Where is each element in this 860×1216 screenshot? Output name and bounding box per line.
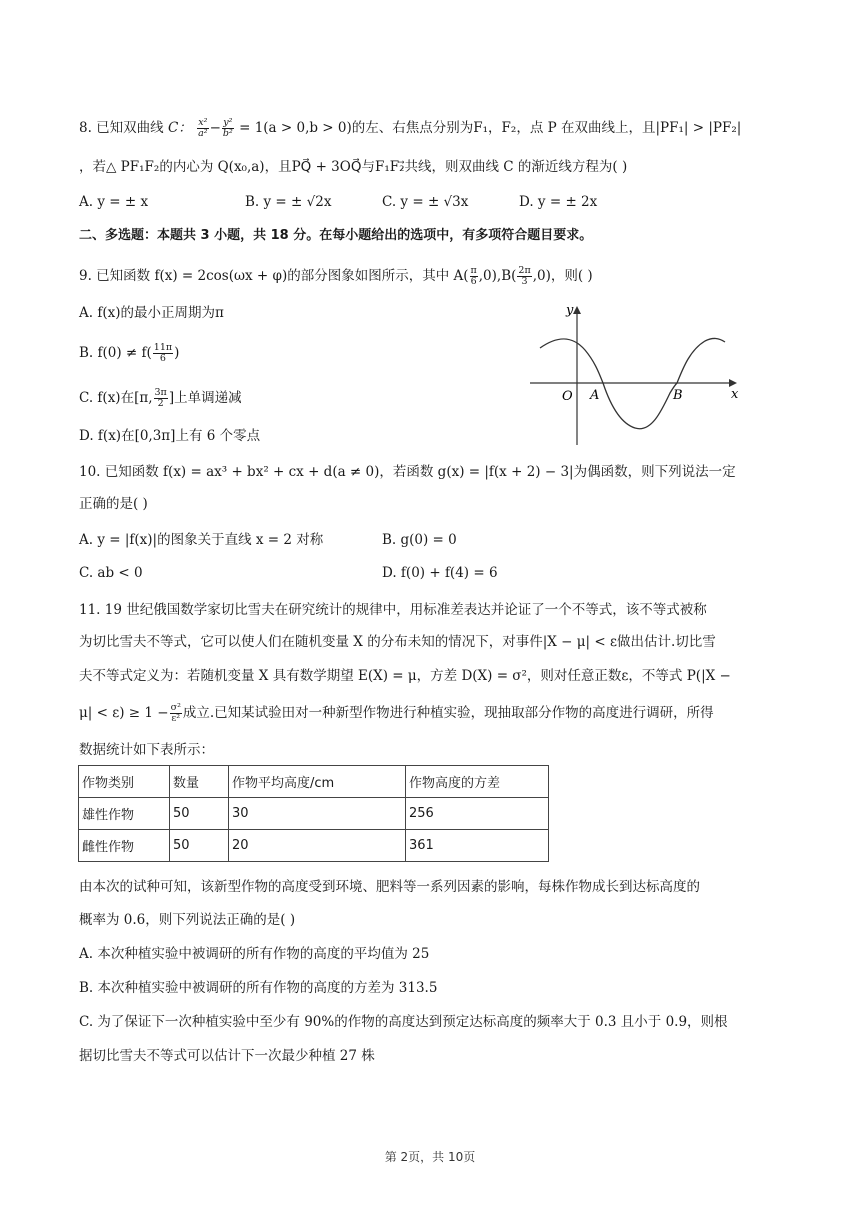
q10-option-c: C. ab < 0 xyxy=(79,565,143,581)
function-curve xyxy=(540,338,725,428)
q10-stem-line1: 10. 已知函数 f(x) = ax³ + bx² + cx + d(a ≠ 0)，若函数 g(x) = |f(x + 2) − 3|为偶函数，则下列说法一定 xyxy=(79,464,736,480)
point-b-label: B xyxy=(673,388,683,403)
fraction-y2-b2: $\frac{\text{y²}}{\text{b²}}$ xyxy=(222,117,233,139)
q11-stem-line2: 为切比雪夫不等式，它可以使人们在随机变量 X 的分布未知的情况下，对事件|X − μ| < ε做出估计.切比雪 xyxy=(79,634,716,650)
q9-option-c: C. f(x)在[π, $\frac{3\pi}{2}$ ]上单调递减 xyxy=(79,387,242,409)
x-axis-arrow-icon xyxy=(729,379,737,387)
q11-stem-line3: 夫不等式定义为：若随机变量 X 具有数学期望 E(X) = μ，方差 D(X) = σ²，则对任意正数ε，不等式 P(|X − xyxy=(79,668,731,684)
fraction-x2-a2: $\frac{\text{x²}}{\text{a²}}$ xyxy=(198,117,208,139)
table-cell: 雄性作物 xyxy=(79,798,170,830)
q10-stem-line2: 正确的是( ) xyxy=(79,496,148,512)
origin-label: O xyxy=(562,389,573,404)
q8-option-c: C. y = ± √3x xyxy=(382,194,469,210)
table-row xyxy=(79,830,549,862)
table-header-cell: 作物平均高度/cm xyxy=(229,766,406,798)
q11-stem-line1: 11. 19 世纪俄国数学家切比雪夫在研究统计的规律中，用标准差表达并论证了一个不等式，该不等式被称 xyxy=(79,602,707,618)
q11-continuation-line2: 概率为 0.6，则下列说法正确的是( ) xyxy=(79,912,296,928)
point-a-label: A xyxy=(590,388,600,403)
q10-option-a: A. y = |f(x)|的图象关于直线 x = 2 对称 xyxy=(79,532,324,548)
table-cell: 361 xyxy=(406,830,549,862)
table-header-cell: 作物高度的方差 xyxy=(406,766,549,798)
q8-option-d: D. y = ± 2x xyxy=(519,194,598,210)
q11-option-b: B. 本次种植实验中被调研的所有作物的高度的方差为 313.5 xyxy=(79,980,438,996)
table-header-row xyxy=(79,766,549,798)
table-cell: 20 xyxy=(229,830,406,862)
q10-option-d: D. f(0) + f(4) = 6 xyxy=(382,565,498,581)
page-footer: 第 2页，共 10页 xyxy=(384,1150,476,1164)
crop-data-table xyxy=(78,765,549,862)
y-axis-arrow-icon xyxy=(573,306,581,314)
table-header-cell: 数量 xyxy=(170,766,229,798)
q11-option-c-line1: C. 为了保证下一次种植实验中至少有 90%的作物的高度达到预定达标高度的频率大于 0.3 且小于 0.9，则根 xyxy=(79,1014,728,1030)
q9-stem: 9. 已知函数 f(x) = 2cos(ωx + φ)的部分图象如图所示，其中 A( $\frac{\pi}{6}$ ,0),B( $\frac{2\pi}{3}$ ,0)，则( ) xyxy=(79,265,593,287)
q8-stem-line1: 8. 已知双曲线 C： $\frac{\text{x²}}{\text{a²}}$ − $\frac{\text{y²}}{\text{b²}}$ = 1(a > 0,b > 0)的左、右焦点分别为F₁，F₂，点 P 在双曲线上，且|PF₁| > |PF₂| xyxy=(79,117,742,139)
table-header-cell: 作物类别 xyxy=(79,766,170,798)
q9-option-a: A. f(x)的最小正周期为π xyxy=(79,305,224,321)
table-cell: 雌性作物 xyxy=(79,830,170,862)
x-axis-label: x xyxy=(731,387,739,402)
q11-stem-line4: μ| < ε) ≥ 1 − $\frac{\text{σ²}}{\text{ε²}}$ 成立.已知某试验田对一种新型作物进行种植实验，现抽取部分作物的高度进行调研，所得 xyxy=(79,702,714,724)
table-cell: 50 xyxy=(170,798,229,830)
q11-continuation-line1: 由本次的试种可知，该新型作物的高度受到环境、肥料等一系列因素的影响，每株作物成长到达标高度的 xyxy=(79,879,700,895)
q9-option-b: B. f(0) ≠ f( $\frac{11\pi}{6}$ ) xyxy=(79,342,180,364)
q10-option-b: B. g(0) = 0 xyxy=(382,532,457,548)
q8-option-b: B. y = ± √2x xyxy=(245,194,332,210)
q11-option-a: A. 本次种植实验中被调研的所有作物的高度的平均值为 25 xyxy=(79,946,430,962)
y-axis-label: y xyxy=(566,303,574,318)
q8-option-a: A. y = ± x xyxy=(79,194,149,210)
q11-stem-line5: 数据统计如下表所示： xyxy=(79,742,214,758)
cosine-graph xyxy=(527,300,747,450)
q11-option-c-line2: 据切比雪夫不等式可以估计下一次最少种植 27 株 xyxy=(79,1048,375,1064)
section-heading-multiple-choice: 二、多选题：本题共 3 小题，共 18 分。在每小题给出的选项中，有多项符合题目要求。 xyxy=(79,228,593,243)
table-row xyxy=(79,798,549,830)
q9-option-d: D. f(x)在[0,3π]上有 6 个零点 xyxy=(79,428,261,444)
q8-stem-line2: ，若△ PF₁F₂的内心为 Q(x₀,a)，且PQ⃗ + 3OQ⃗与F₁F₂⃗共线，则双曲线 C 的渐近线方程为( ) xyxy=(79,159,628,175)
table-cell: 256 xyxy=(406,798,549,830)
table-cell: 50 xyxy=(170,830,229,862)
table-cell: 30 xyxy=(229,798,406,830)
